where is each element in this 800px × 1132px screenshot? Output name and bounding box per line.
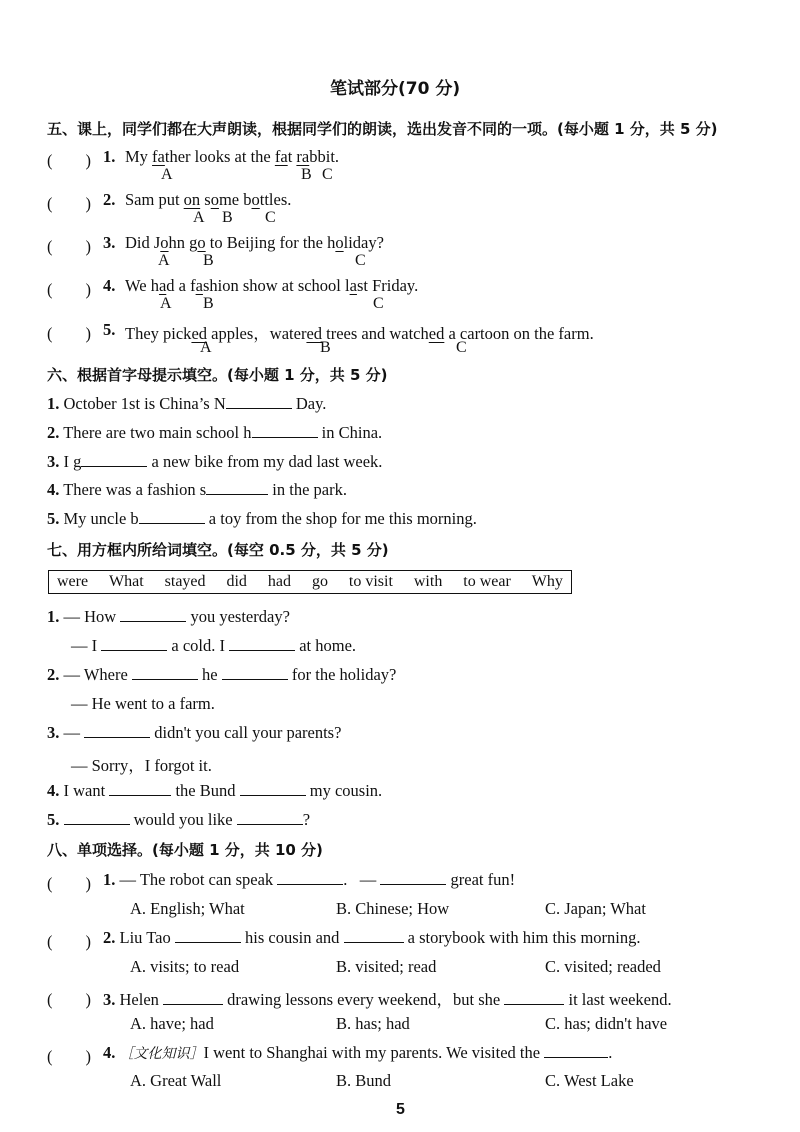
answer-blank[interactable] [109, 781, 171, 796]
s7-question-1a: 1. — How you yesterday? [47, 607, 290, 626]
answer-blank[interactable] [132, 665, 198, 680]
answer-blank[interactable] [222, 665, 288, 680]
answer-paren[interactable]: ( ) [47, 280, 91, 299]
s7-question-1b: — I a cold. I at home. [71, 636, 357, 655]
question-stem: 2. Liu Tao his cousin and a storybook with him this morning. [103, 928, 641, 947]
answer-blank[interactable] [344, 928, 404, 943]
option-b[interactable]: B. Chinese; How [336, 899, 450, 918]
option-a[interactable]: A. have; had [130, 1014, 214, 1033]
question-number: 1. [103, 147, 116, 166]
answer-paren[interactable]: ( ) [47, 874, 91, 893]
option-label-c: C [322, 166, 333, 183]
option-label-a: A [161, 166, 173, 183]
option-label-b: B [222, 209, 233, 226]
option-label-c: C [456, 339, 467, 356]
answer-blank[interactable] [240, 781, 306, 796]
answer-blank[interactable] [206, 480, 268, 495]
answer-blank[interactable] [277, 870, 343, 885]
word-bank-word: with [413, 573, 443, 590]
option-label-c: C [355, 252, 366, 269]
section-6-heading: 六、根据首字母提示填空。(每小题 1 分，共 5 分) [47, 366, 388, 384]
option-label-a: A [200, 339, 212, 356]
answer-blank[interactable] [504, 990, 564, 1005]
option-label-c: C [265, 209, 276, 226]
s7-question-5: 5. would you like ? [47, 810, 311, 829]
word-bank-word: to wear [463, 573, 511, 590]
section-7-heading: 七、用方框内所给词填空。(每空 0.5 分，共 5 分) [47, 541, 389, 559]
answer-blank[interactable] [226, 394, 292, 409]
word-bank-word: Why [531, 573, 563, 590]
question-stem: 3. Helen drawing lessons every weekend，but she it last weekend. [103, 990, 672, 1009]
s6-question-5: 5. My uncle b a toy from the shop for me this morning. [47, 509, 477, 528]
s7-question-2a: 2. — Where he for the holiday? [47, 665, 397, 684]
s7-question-3a: 3. — didn't you call your parents? [47, 723, 342, 742]
question-number: 3. [103, 233, 116, 252]
s6-question-3: 3. I g a new bike from my dad last week. [47, 452, 383, 471]
answer-blank[interactable] [237, 810, 303, 825]
question-stem: 4. ［文化知识］I went to Shanghai with my parents. We visited the . [103, 1043, 613, 1062]
word-bank-word: did [226, 573, 247, 590]
question-number: 2. [103, 190, 116, 209]
option-c[interactable]: C. Japan; What [545, 899, 646, 918]
option-c[interactable]: C. West Lake [545, 1071, 634, 1090]
answer-paren[interactable]: ( ) [47, 237, 91, 256]
question-text: They picked apples，watered trees and watched a cartoon on the farm. [125, 324, 594, 343]
s7-question-4: 4. I want the Bund my cousin. [47, 781, 383, 800]
question-text: Did John go to Beijing for the holiday? [125, 233, 384, 252]
s6-question-1: 1. October 1st is China’s N Day. [47, 394, 327, 413]
answer-blank[interactable] [163, 990, 223, 1005]
answer-paren[interactable]: ( ) [47, 194, 91, 213]
answer-blank[interactable] [84, 723, 150, 738]
option-b[interactable]: B. has; had [336, 1014, 410, 1033]
page-title: 笔试部分(70 分) [330, 79, 461, 99]
option-label-a: A [158, 252, 170, 269]
option-a[interactable]: A. visits; to read [130, 957, 240, 976]
question-number: 4. [103, 276, 116, 295]
option-label-b: B [203, 252, 214, 269]
option-label-a: A [160, 295, 172, 312]
option-label-c: C [373, 295, 384, 312]
option-a[interactable]: A. Great Wall [130, 1071, 222, 1090]
answer-paren[interactable]: ( ) [47, 932, 91, 951]
option-a[interactable]: A. English; What [130, 899, 245, 918]
answer-paren[interactable]: ( ) [47, 151, 91, 170]
option-label-a: A [193, 209, 205, 226]
answer-paren[interactable]: ( ) [47, 324, 91, 343]
option-label-b: B [203, 295, 214, 312]
answer-paren[interactable]: ( ) [47, 990, 91, 1009]
question-text: My father looks at the fat rabbit. [125, 147, 340, 166]
option-b[interactable]: B. visited; read [336, 957, 437, 976]
page-number: 5 [396, 1101, 405, 1118]
word-bank-word: to visit [348, 573, 393, 590]
culture-knowledge-tag: ［文化知识］ [119, 1046, 204, 1062]
question-text: We had a fashion show at school last Friday. [125, 276, 419, 295]
question-stem: 1. — The robot can speak . — great fun! [103, 870, 516, 889]
s6-question-2: 2. There are two main school h in China. [47, 423, 383, 442]
answer-paren[interactable]: ( ) [47, 1047, 91, 1066]
word-bank-word: stayed [164, 573, 206, 590]
s6-question-4: 4. There was a fashion s in the park. [47, 480, 347, 499]
answer-blank[interactable] [81, 452, 147, 467]
option-c[interactable]: C. has; didn't have [545, 1014, 668, 1033]
question-number: 5. [103, 320, 116, 339]
word-bank-word: What [109, 573, 144, 590]
answer-blank[interactable] [139, 509, 205, 524]
s7-question-3b: — Sorry，I forgot it. [71, 756, 212, 775]
option-label-b: B [301, 166, 312, 183]
s7-question-2b: — He went to a farm. [71, 694, 215, 713]
answer-blank[interactable] [229, 636, 295, 651]
word-bank-word: had [267, 573, 291, 590]
word-bank-word: go [311, 573, 328, 590]
section-8-heading: 八、单项选择。(每小题 1 分，共 10 分) [47, 841, 323, 859]
question-text: Sam put on some bottles. [125, 190, 292, 209]
answer-blank[interactable] [64, 810, 130, 825]
word-bank-box [48, 570, 572, 594]
word-bank-word: were [57, 573, 89, 590]
option-c[interactable]: C. visited; readed [545, 957, 661, 976]
option-b[interactable]: B. Bund [336, 1071, 392, 1090]
answer-blank[interactable] [380, 870, 446, 885]
section-5-heading: 五、课上，同学们都在大声朗读，根据同学们的朗读，选出发音不同的一项。(每小题 1 分，共 5 分) [47, 120, 718, 138]
answer-blank[interactable] [544, 1043, 608, 1058]
answer-blank[interactable] [175, 928, 241, 943]
answer-blank[interactable] [252, 423, 318, 438]
option-label-b: B [320, 339, 331, 356]
answer-blank[interactable] [101, 636, 167, 651]
answer-blank[interactable] [120, 607, 186, 622]
